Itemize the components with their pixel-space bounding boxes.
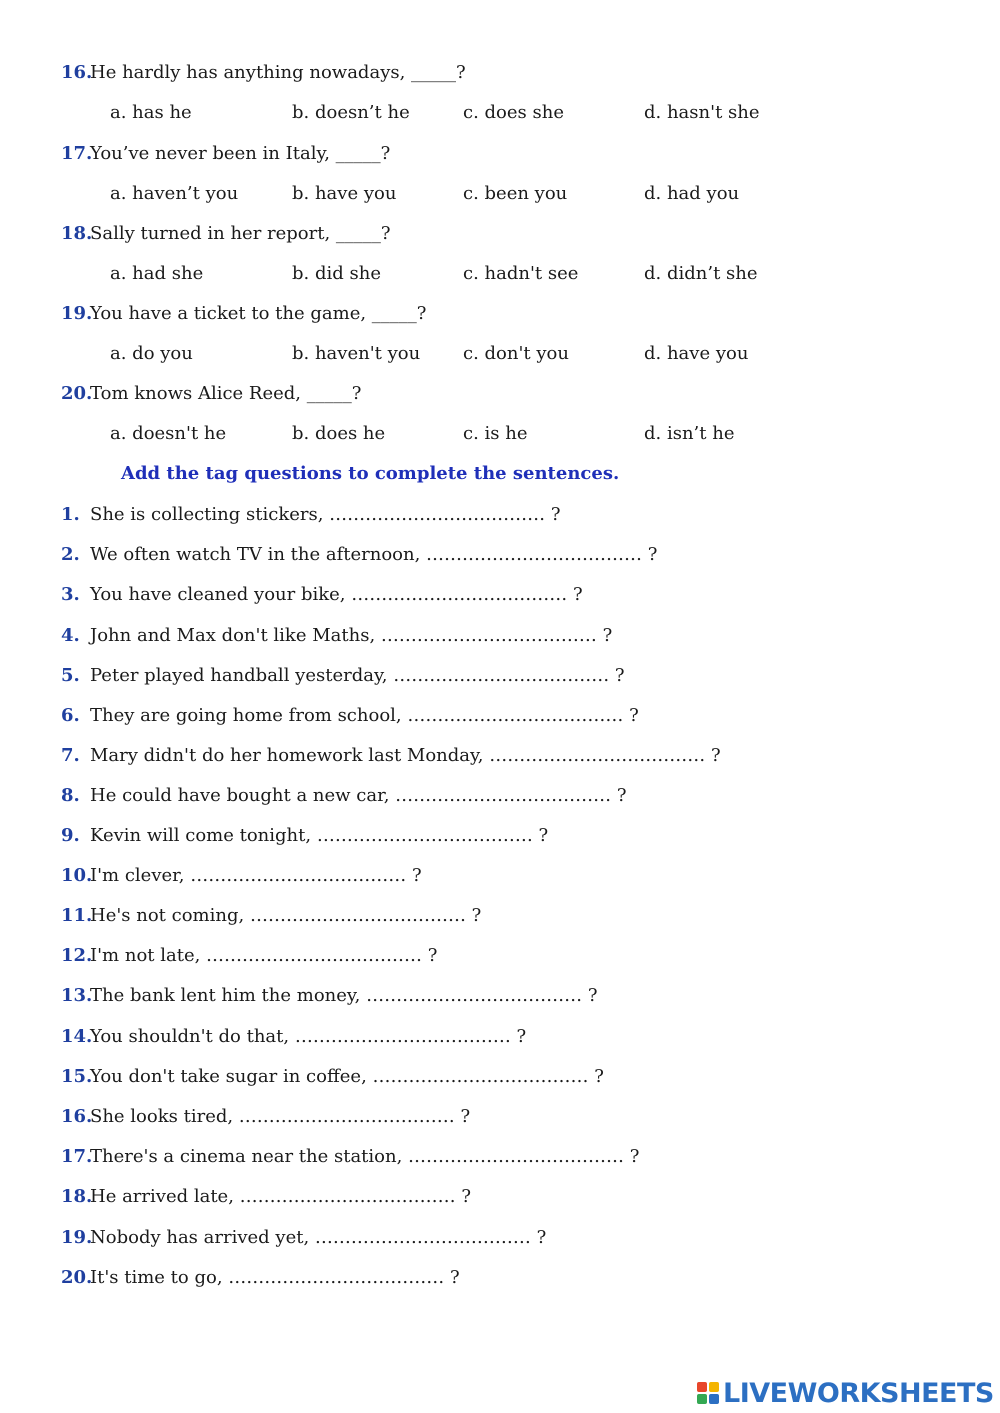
item-number: 17. — [61, 1146, 93, 1167]
option-c[interactable]: c. does she — [463, 102, 564, 123]
item-number: 3. — [61, 584, 80, 605]
fill-item[interactable] — [61, 664, 625, 688]
item-number: 14. — [61, 1026, 93, 1047]
item-number: 9. — [61, 825, 80, 846]
item-text: Kevin will come tonight, ……………………………… ? — [90, 825, 549, 846]
item-text: She looks tired, ……………………………… ? — [90, 1106, 471, 1127]
option-b[interactable]: b. did she — [292, 263, 381, 284]
fill-item[interactable] — [61, 944, 437, 968]
question-number: 19. — [61, 303, 93, 324]
fill-item[interactable] — [61, 503, 561, 527]
fill-item[interactable] — [61, 1065, 604, 1089]
fill-item[interactable] — [61, 1105, 470, 1129]
item-text: Peter played handball yesterday, ……………………………… ? — [90, 665, 625, 686]
fill-item[interactable] — [61, 984, 598, 1008]
item-number: 8. — [61, 785, 80, 806]
question-text: Tom knows Alice Reed, _____? — [90, 383, 362, 404]
item-number: 6. — [61, 705, 80, 726]
question-number: 20. — [61, 383, 93, 404]
item-text: You don't take sugar in coffee, ……………………………… ? — [90, 1066, 604, 1087]
item-number: 19. — [61, 1227, 93, 1248]
option-a[interactable]: a. haven’t you — [110, 183, 239, 204]
item-text: They are going home from school, ……………………………… ? — [90, 705, 639, 726]
fill-item[interactable] — [61, 1226, 546, 1250]
item-text: He arrived late, ……………………………… ? — [90, 1186, 472, 1207]
option-b[interactable]: b. have you — [292, 183, 397, 204]
mcq-question-16 — [61, 61, 466, 85]
question-text: He hardly has anything nowadays, _____? — [90, 62, 466, 83]
item-number: 1. — [61, 504, 80, 525]
liveworksheets-logo — [697, 1377, 994, 1409]
fill-item[interactable] — [61, 1185, 471, 1209]
item-text: Nobody has arrived yet, ……………………………… ? — [90, 1227, 547, 1248]
mcq-question-17 — [61, 142, 390, 166]
option-c[interactable]: c. is he — [463, 423, 528, 444]
option-d[interactable]: d. isn’t he — [644, 423, 735, 444]
question-text: Sally turned in her report, _____? — [90, 223, 391, 244]
mcq-question-20 — [61, 382, 361, 406]
question-number: 17. — [61, 143, 93, 164]
item-text: John and Max don't like Maths, ……………………………… ? — [90, 625, 613, 646]
item-number: 15. — [61, 1066, 93, 1087]
item-text: She is collecting stickers, ……………………………… ? — [90, 504, 561, 525]
item-text: There's a cinema near the station, ……………………………… ? — [90, 1146, 640, 1167]
question-text: You’ve never been in Italy, _____? — [90, 143, 391, 164]
item-number: 11. — [61, 905, 93, 926]
fill-item[interactable] — [61, 583, 583, 607]
item-text: You have cleaned your bike, ……………………………… ? — [90, 584, 583, 605]
mcq-question-18 — [61, 222, 391, 246]
fill-item[interactable] — [61, 864, 422, 888]
item-text: You shouldn't do that, ……………………………… ? — [90, 1026, 527, 1047]
item-number: 18. — [61, 1186, 93, 1207]
fill-item[interactable] — [61, 624, 612, 648]
item-text: I'm not late, ……………………………… ? — [90, 945, 438, 966]
item-number: 10. — [61, 865, 93, 886]
item-text: The bank lent him the money, ……………………………… ? — [90, 985, 598, 1006]
item-number: 4. — [61, 625, 80, 646]
fill-item[interactable] — [61, 1145, 639, 1169]
fill-item[interactable] — [61, 543, 657, 567]
option-d[interactable]: d. have you — [644, 343, 749, 364]
item-number: 7. — [61, 745, 80, 766]
section-heading: Add the tag questions to complete the sentences. — [121, 463, 620, 484]
fill-item[interactable] — [61, 704, 639, 728]
liveworksheets-logo-icon — [697, 1382, 719, 1404]
item-text: We often watch TV in the afternoon, ……………………………… ? — [90, 544, 658, 565]
mcq-question-19 — [61, 302, 426, 326]
fill-item[interactable] — [61, 1266, 460, 1290]
item-text: I'm clever, ……………………………… ? — [90, 865, 422, 886]
option-d[interactable]: d. hasn't she — [644, 102, 760, 123]
option-a[interactable]: a. doesn't he — [110, 423, 227, 444]
item-number: 2. — [61, 544, 80, 565]
question-number: 18. — [61, 223, 93, 244]
item-number: 20. — [61, 1267, 93, 1288]
option-b[interactable]: b. does he — [292, 423, 386, 444]
logo-text: LIVEWORKSHEETS — [723, 1377, 994, 1409]
fill-item[interactable] — [61, 824, 548, 848]
item-text: He could have bought a new car, ……………………………… ? — [90, 785, 627, 806]
option-c[interactable]: c. don't you — [463, 343, 569, 364]
question-text: You have a ticket to the game, _____? — [90, 303, 427, 324]
option-a[interactable]: a. do you — [110, 343, 193, 364]
option-b[interactable]: b. haven't you — [292, 343, 421, 364]
fill-item[interactable] — [61, 1025, 526, 1049]
item-text: He's not coming, ……………………………… ? — [90, 905, 482, 926]
option-a[interactable]: a. had she — [110, 263, 204, 284]
fill-item[interactable] — [61, 784, 627, 808]
option-a[interactable]: a. has he — [110, 102, 192, 123]
fill-item[interactable] — [61, 744, 721, 768]
item-number: 5. — [61, 665, 80, 686]
option-d[interactable]: d. didn’t she — [644, 263, 758, 284]
item-number: 13. — [61, 985, 93, 1006]
fill-item[interactable] — [61, 904, 481, 928]
item-text: Mary didn't do her homework last Monday, ……………………………… ? — [90, 745, 721, 766]
option-b[interactable]: b. doesn’t he — [292, 102, 410, 123]
item-text: It's time to go, ……………………………… ? — [90, 1267, 460, 1288]
option-d[interactable]: d. had you — [644, 183, 740, 204]
item-number: 12. — [61, 945, 93, 966]
question-number: 16. — [61, 62, 93, 83]
option-c[interactable]: c. been you — [463, 183, 568, 204]
option-c[interactable]: c. hadn't see — [463, 263, 579, 284]
item-number: 16. — [61, 1106, 93, 1127]
